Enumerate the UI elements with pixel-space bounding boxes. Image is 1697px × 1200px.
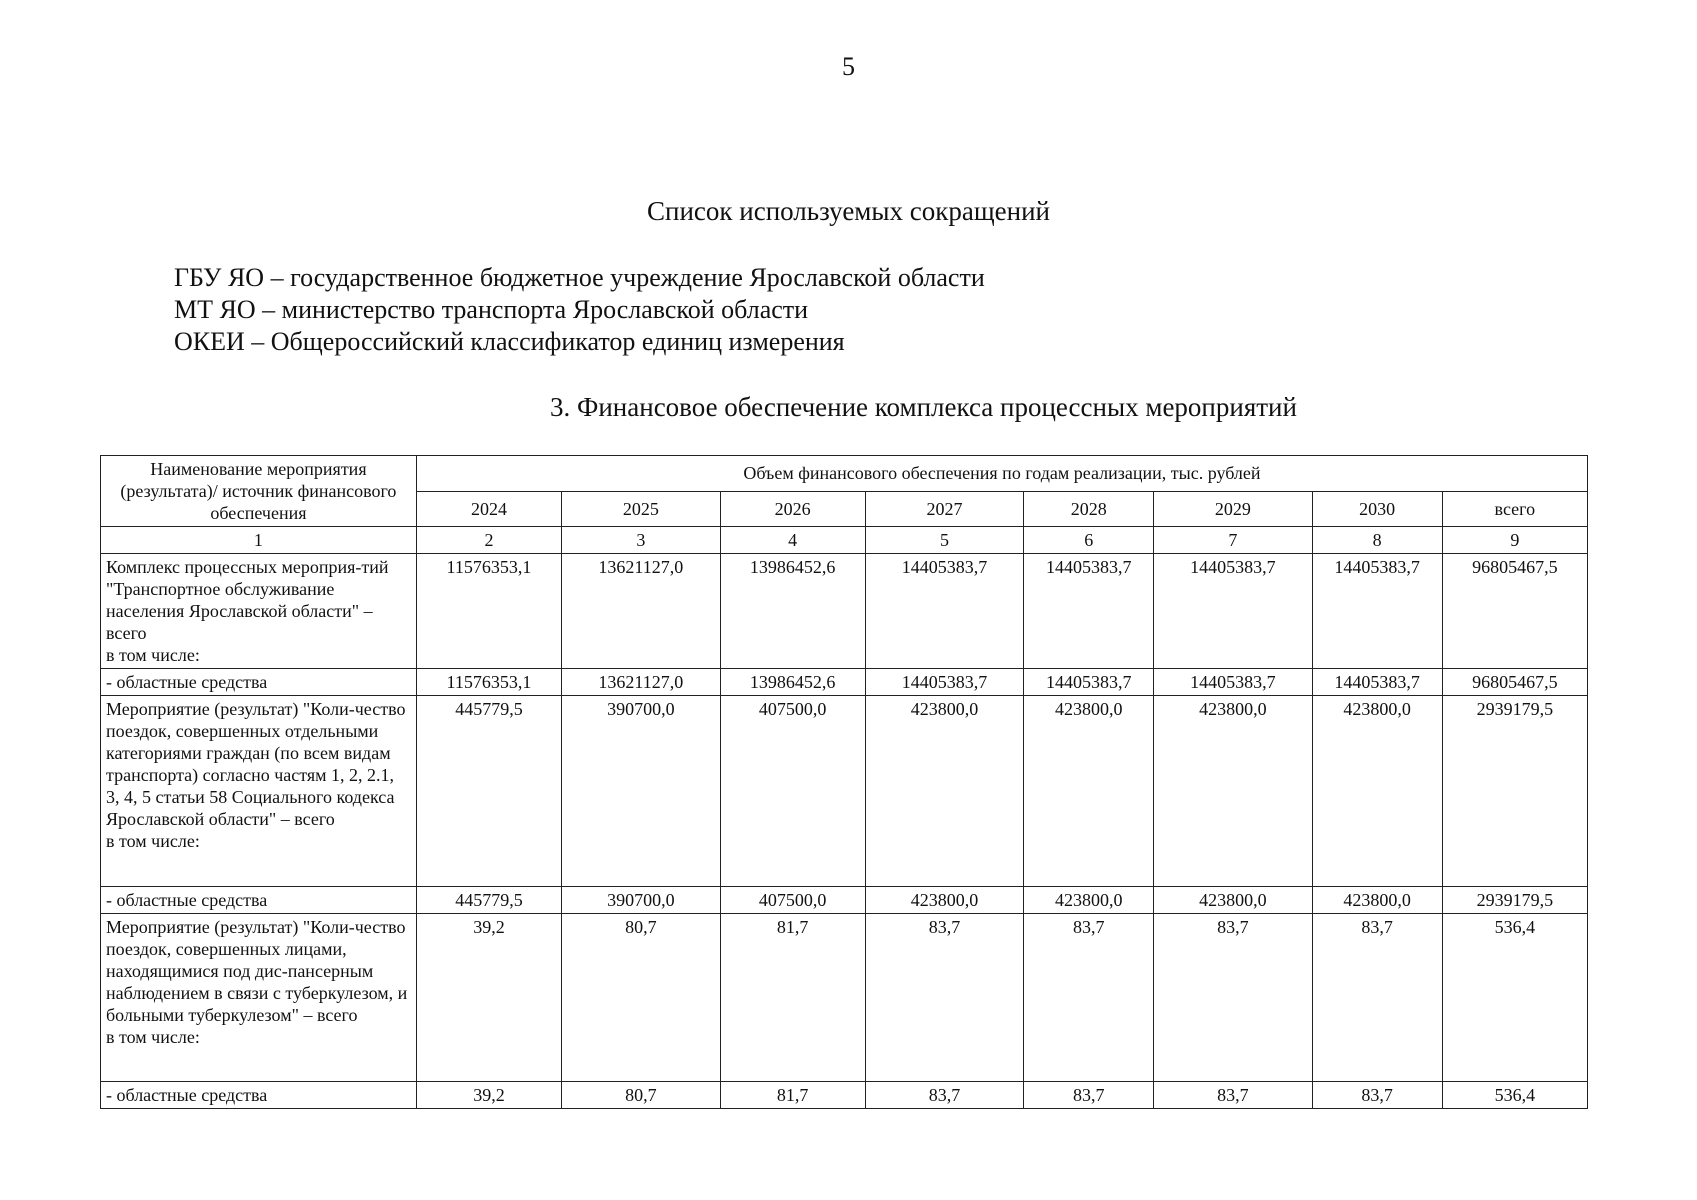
- abbreviation-item: ОКЕИ – Общероссийский классификатор единиц измерения: [174, 327, 845, 356]
- cell-value: 83,7: [1154, 1082, 1312, 1109]
- cell-value: 96805467,5: [1442, 669, 1587, 696]
- cell-value: 423800,0: [1024, 696, 1154, 887]
- cell-value: 407500,0: [720, 696, 865, 887]
- cell-value: 14405383,7: [865, 554, 1023, 669]
- column-number: 8: [1312, 527, 1442, 554]
- cell-value: 423800,0: [1154, 887, 1312, 914]
- column-number: 3: [562, 527, 720, 554]
- cell-value: 445779,5: [416, 696, 561, 887]
- row-name: Мероприятие (результат) "Коли-чество поездок, совершенных лицами, находящимися под дис-пансерным наблюдением в связи с туберкулезом, и больными туберкулезом" – всего в том числе:: [101, 914, 417, 1082]
- column-number-row: [101, 527, 1588, 554]
- cell-value: 83,7: [865, 1082, 1023, 1109]
- row-name: Комплекс процессных мероприя-тий "Транспортное обслуживание населения Ярославской области" – всего в том числе:: [101, 554, 417, 669]
- cell-value: 14405383,7: [1312, 554, 1442, 669]
- abbreviation-item: ГБУ ЯО – государственное бюджетное учреждение Ярославской области: [174, 263, 985, 292]
- table-row: [101, 669, 1588, 696]
- table-header-row: [101, 456, 1588, 492]
- cell-value: 83,7: [1024, 914, 1154, 1082]
- cell-value: 80,7: [562, 914, 720, 1082]
- year-header-2025: 2025: [562, 491, 720, 527]
- row-name: Мероприятие (результат) "Коли-чество поездок, совершенных отдельными категориями граждан (по всем видам транспорта) согласно частям 1, 2, 2.1, 3, 4, 5 статьи 58 Социального кодекса Ярославской области" – всего в том числе:: [101, 696, 417, 887]
- volume-group-header: Объем финансового обеспечения по годам реализации, тыс. рублей: [416, 456, 1587, 492]
- abbreviation-item: МТ ЯО – министерство транспорта Ярославской области: [174, 295, 809, 324]
- column-number: 9: [1442, 527, 1587, 554]
- cell-value: 423800,0: [1312, 696, 1442, 887]
- cell-value: 81,7: [720, 914, 865, 1082]
- column-number: 2: [416, 527, 561, 554]
- cell-value: 14405383,7: [1024, 669, 1154, 696]
- cell-value: 13621127,0: [562, 669, 720, 696]
- cell-value: 14405383,7: [1312, 669, 1442, 696]
- cell-value: 39,2: [416, 914, 561, 1082]
- cell-value: 390700,0: [562, 696, 720, 887]
- total-header: всего: [1442, 491, 1587, 527]
- cell-value: 423800,0: [865, 887, 1023, 914]
- year-header-2027: 2027: [865, 491, 1023, 527]
- cell-value: 13986452,6: [720, 669, 865, 696]
- cell-value: 83,7: [1154, 914, 1312, 1082]
- row-name: - областные средства: [101, 887, 417, 914]
- cell-value: 13986452,6: [720, 554, 865, 669]
- cell-value: 14405383,7: [1154, 554, 1312, 669]
- page-number: 5: [842, 52, 855, 81]
- cell-value: 83,7: [1312, 914, 1442, 1082]
- cell-value: 83,7: [865, 914, 1023, 1082]
- cell-value: 2939179,5: [1442, 887, 1587, 914]
- cell-value: 423800,0: [1154, 696, 1312, 887]
- cell-value: 536,4: [1442, 1082, 1587, 1109]
- table-row: [101, 914, 1588, 1082]
- column-number: 4: [720, 527, 865, 554]
- cell-value: 2939179,5: [1442, 696, 1587, 887]
- column-number: 7: [1154, 527, 1312, 554]
- table-row: [101, 696, 1588, 887]
- cell-value: 14405383,7: [1024, 554, 1154, 669]
- table-row: [101, 554, 1588, 669]
- abbreviations-title: Список используемых сокращений: [647, 196, 1050, 226]
- cell-value: 80,7: [562, 1082, 720, 1109]
- cell-value: 96805467,5: [1442, 554, 1587, 669]
- cell-value: 14405383,7: [865, 669, 1023, 696]
- table-row: [101, 1082, 1588, 1109]
- cell-value: 423800,0: [865, 696, 1023, 887]
- cell-value: 407500,0: [720, 887, 865, 914]
- cell-value: 390700,0: [562, 887, 720, 914]
- cell-value: 13621127,0: [562, 554, 720, 669]
- section-title: 3. Финансовое обеспечение комплекса процессных мероприятий: [550, 392, 1297, 422]
- cell-value: 83,7: [1024, 1082, 1154, 1109]
- cell-value: 423800,0: [1024, 887, 1154, 914]
- cell-value: 14405383,7: [1154, 669, 1312, 696]
- abbreviations-list: [174, 262, 985, 358]
- cell-value: 39,2: [416, 1082, 561, 1109]
- year-header-2026: 2026: [720, 491, 865, 527]
- cell-value: 536,4: [1442, 914, 1587, 1082]
- cell-value: 83,7: [1312, 1082, 1442, 1109]
- row-name: - областные средства: [101, 669, 417, 696]
- row-name: - областные средства: [101, 1082, 417, 1109]
- column-number: 1: [101, 527, 417, 554]
- financing-table: [100, 455, 1588, 1109]
- year-header-2029: 2029: [1154, 491, 1312, 527]
- year-header-2024: 2024: [416, 491, 561, 527]
- cell-value: 423800,0: [1312, 887, 1442, 914]
- year-header-2028: 2028: [1024, 491, 1154, 527]
- column-number: 6: [1024, 527, 1154, 554]
- year-header-2030: 2030: [1312, 491, 1442, 527]
- column-number: 5: [865, 527, 1023, 554]
- name-column-header: Наименование мероприятия (результата)/ источник финансового обеспечения: [101, 456, 417, 527]
- table-row: [101, 887, 1588, 914]
- cell-value: 11576353,1: [416, 669, 561, 696]
- cell-value: 445779,5: [416, 887, 561, 914]
- cell-value: 11576353,1: [416, 554, 561, 669]
- cell-value: 81,7: [720, 1082, 865, 1109]
